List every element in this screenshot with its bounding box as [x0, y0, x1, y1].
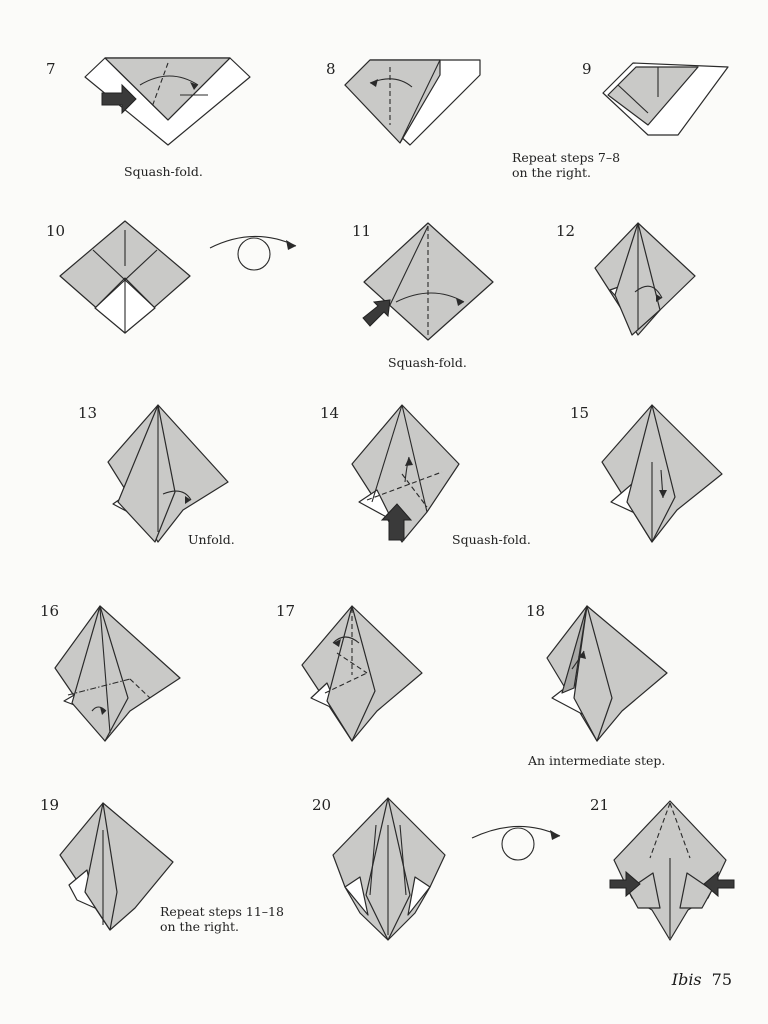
step-number: 15: [570, 404, 590, 422]
push-arrow-icon: [363, 300, 390, 326]
step-10-diagram: [55, 218, 195, 338]
step-caption: Repeat steps 7–8 on the right.: [512, 150, 621, 180]
page-footer: [672, 970, 732, 989]
step-9-diagram: [598, 55, 733, 150]
step-number: 7: [46, 60, 56, 78]
step-12-diagram: [590, 220, 700, 338]
step-number: 21: [590, 796, 610, 814]
step-15-diagram: [597, 402, 727, 547]
step-11-diagram: [360, 220, 500, 345]
step-14-diagram: [347, 402, 467, 547]
step-17-diagram: [297, 603, 427, 743]
step-21-diagram: [608, 798, 738, 943]
chapter-title: Ibis: [671, 970, 702, 989]
step-number: 19: [40, 796, 60, 814]
step-number: 18: [526, 602, 546, 620]
step-caption: Unfold.: [188, 532, 235, 547]
step-number: 13: [78, 404, 98, 422]
step-number: 20: [312, 796, 332, 814]
turn-over-icon: [468, 818, 568, 866]
step-caption: Repeat steps 11–18 on the right.: [160, 904, 284, 934]
step-number: 12: [556, 222, 576, 240]
step-18-diagram: [542, 603, 672, 743]
step-caption: Squash-fold.: [452, 532, 531, 547]
step-number: 17: [276, 602, 296, 620]
step-number: 10: [46, 222, 66, 240]
step-16-diagram: [50, 603, 185, 743]
step-19-diagram: [55, 800, 180, 935]
step-number: 16: [40, 602, 60, 620]
page-number: 75: [711, 970, 732, 989]
step-number: 9: [582, 60, 592, 78]
step-caption: Squash-fold.: [388, 355, 467, 370]
turn-over-icon: [206, 228, 302, 276]
step-7-diagram: [80, 55, 260, 150]
step-8-diagram: [340, 55, 485, 150]
step-caption: Squash-fold.: [124, 164, 203, 179]
step-20-diagram: [330, 795, 450, 945]
step-number: 11: [352, 222, 372, 240]
step-number: 14: [320, 404, 340, 422]
step-number: 8: [326, 60, 336, 78]
step-caption: An intermediate step.: [528, 753, 666, 768]
step-13-diagram: [103, 402, 233, 547]
